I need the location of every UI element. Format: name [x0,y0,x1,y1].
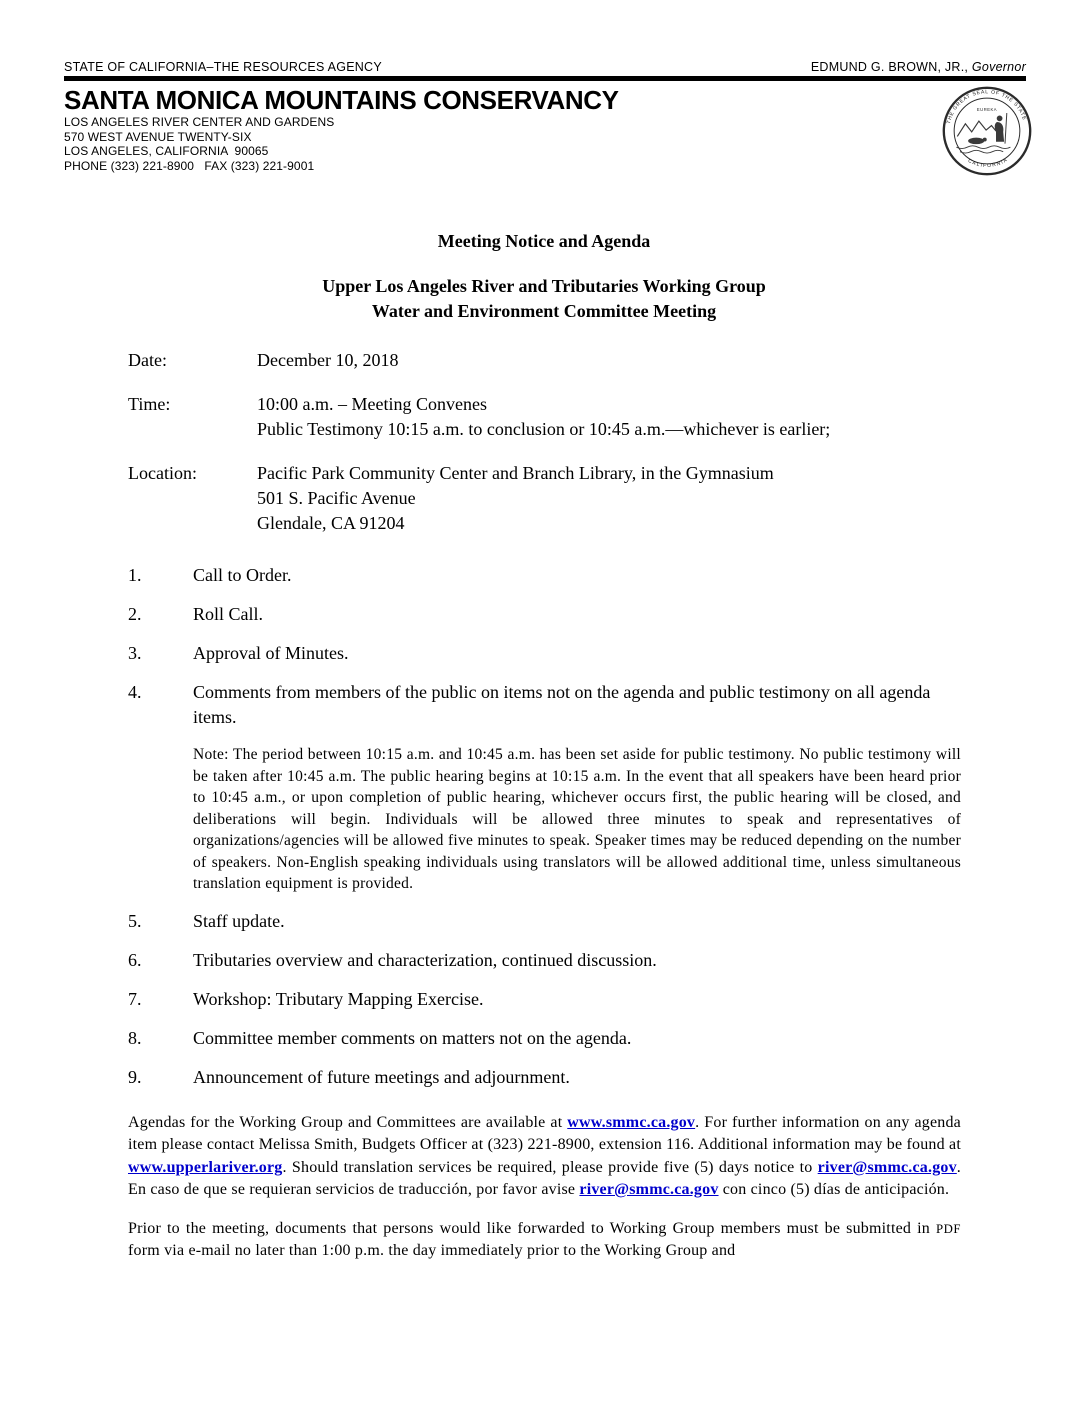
detail-row-location [128,461,961,536]
agenda-item-text: Comments from members of the public on items not on the agenda and public testimony on all agenda items. [193,682,931,727]
availability-paragraph [128,1112,961,1202]
agenda-item-number: 9. [128,1066,142,1087]
letterhead [0,0,1088,173]
agenda-item-text: Committee member comments on matters not on the agenda. [193,1027,632,1048]
agenda-item-2 [128,602,961,627]
time-value-line: Public Testimony 10:15 a.m. to conclusion or 10:45 a.m.—whichever is earlier; [257,419,831,439]
date-label: Date: [128,350,167,370]
subtitle-line-1: Upper Los Angeles River and Tributaries Working Group [322,276,766,296]
governor-name: EDMUND G. BROWN, JR., [810,60,972,74]
agenda-item-number: 6. [128,949,142,970]
agency-line: STATE OF CALIFORNIA–THE RESOURCES AGENCY [64,60,382,74]
agenda-item-4 [128,680,961,730]
public-testimony-note: Note: The period between 10:15 a.m. and 10:45 a.m. has been set aside for public testimony. No public testimony will be taken after 10:45 a.m. The public hearing begins at 10:15 a.m. In the event that all speakers have been heard prior to 10:45 a.m., or upon completion of public hearing, whichever occurs first, the public hearing will be closed, and deliberations will begin. Individuals will be allowed three minutes to speak and representatives of organizations/agencies will be allowed five minutes to speak. Speaker times may be reduced depending on the number of speakers. Non-English speaking individuals using translators will be allowed additional time, unless simultaneous translation equipment is provided. [193,746,961,892]
agenda-item-text: Tributaries overview and characterization, continued discussion. [193,949,657,970]
time-label: Time: [128,394,171,414]
agenda-item-3 [128,641,961,666]
document-subtitle [0,274,1088,324]
agenda-item-text: Approval of Minutes. [193,643,349,663]
meeting-details [128,348,961,536]
river-email-link[interactable]: river@smmc.ca.gov [817,1158,957,1176]
header-double-rule [64,76,1026,81]
date-value: December 10, 2018 [257,350,399,370]
agenda-item-number: 7. [128,988,142,1009]
agenda-item-number: 5. [128,910,142,931]
detail-row-time [128,392,961,442]
location-value-line: Glendale, CA 91204 [257,513,405,533]
svg-text:CALIFORNIA [967,157,1010,169]
governor-title: Governor [971,60,1026,74]
agenda-item-number: 8. [128,1027,142,1048]
agenda-item-number: 4. [128,682,142,702]
organization-name: SANTA MONICA MOUNTAINS CONSERVANCY [64,85,619,115]
detail-row-date [128,348,961,373]
footer-text: . En caso de que se requieran servicios de traducción, por favor avise [128,1158,961,1198]
agenda-item-5 [128,909,961,934]
agenda-item-text: Announcement of future meetings and adjournment. [193,1066,570,1087]
footer-text: con cinco (5) días de anticipación. [718,1181,950,1198]
agenda-item-text: Staff update. [193,910,285,931]
document-title: Meeting Notice and Agenda [437,231,651,251]
agenda-list [128,563,961,1090]
seal-bear-figure [968,138,984,144]
agenda-item-9 [128,1065,961,1090]
address-line: LOS ANGELES, CALIFORNIA 90065 [64,144,269,158]
agenda-item-text: Call to Order. [193,565,292,585]
seal-minerva-figure [995,122,1004,142]
seal-ring-top-text: THE GREAT SEAL OF THE STATE [945,89,1028,125]
letterhead-topline [64,60,1026,74]
agenda-item-7 [128,987,961,1012]
address-line: PHONE (323) 221-8900 FAX (323) 221-9001 [64,158,315,173]
agenda-item-number: 3. [128,643,142,663]
seal-ring-bottom-text: CALIFORNIA [966,156,1010,170]
agenda-item-text: Workshop: Tributary Mapping Exercise. [193,988,484,1009]
pdf-smallcaps-text: PDF [936,1221,961,1236]
footer-text: Agendas for the Working Group and Committees are available at [128,1113,568,1131]
agenda-item-number: 2. [128,604,142,624]
agenda-item-8 [128,1026,961,1051]
address-line: 570 WEST AVENUE TWENTY-SIX [64,129,252,144]
address-line: LOS ANGELES RIVER CENTER AND GARDENS [64,115,335,129]
location-value-line: Pacific Park Community Center and Branch Library, in the Gymnasium [257,463,774,483]
location-label: Location: [128,463,197,483]
upperlariver-website-link[interactable]: www.upperlariver.org [128,1158,283,1176]
agenda-item-1 [128,563,961,588]
california-state-seal-icon [942,86,1032,176]
footer-text: Prior to the meeting, documents that persons would like forwarded to Working Group members must be submitted in [128,1219,937,1237]
location-value-line: 501 S. Pacific Avenue [257,488,416,508]
agenda-item-text: Roll Call. [193,604,264,624]
time-value-line: 10:00 a.m. – Meeting Convenes [257,394,487,414]
smmc-website-link[interactable]: www.smmc.ca.gov [567,1113,696,1131]
agenda-item-number: 1. [128,565,142,585]
footer-text: . For further information on any agenda item please contact Melissa Smith, Budgets Officer at (323) 221-8900, extension 116. Additional information may be found at [128,1113,961,1153]
footer-text: . Should translation services be required, please provide five (5) days notice to [282,1158,818,1176]
subtitle-line-2: Water and Environment Committee Meeting [371,301,717,321]
seal-mountains [957,121,996,136]
footer-text: form via e-mail no later than 1:00 p.m. the day immediately prior to the Working Group and [128,1242,736,1259]
river-email-link[interactable]: river@smmc.ca.gov [579,1181,719,1198]
seal-motto-text: EUREKA [976,107,998,113]
governor-line [811,60,1026,74]
agenda-item-6 [128,948,961,973]
document-submission-paragraph [128,1218,961,1263]
